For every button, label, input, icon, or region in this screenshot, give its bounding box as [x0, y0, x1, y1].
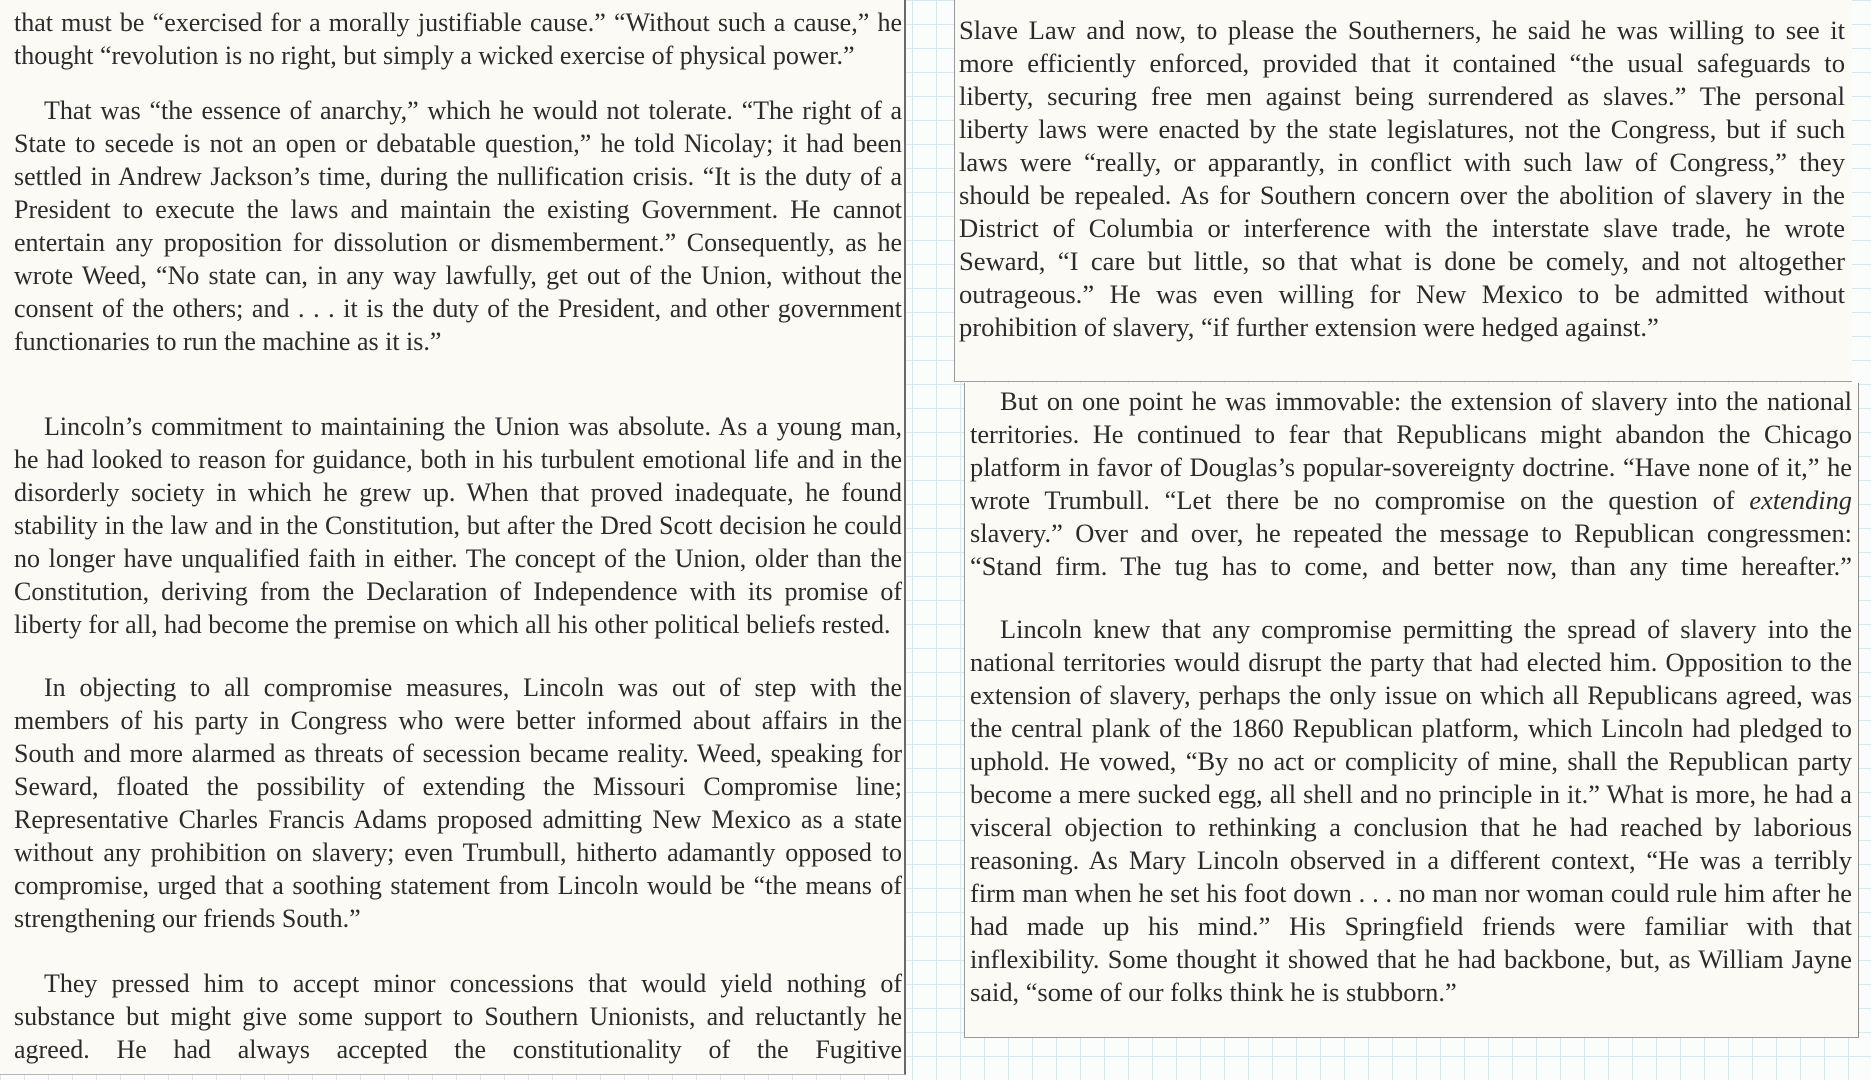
clipping-right-top [954, 0, 1852, 382]
clipping-left-column [0, 0, 906, 1075]
paragraph-6: Slave Law and now, to please the Southerners, he said he was willing to see it more efficiently enforced, provided that it contained “the usual safeguards to liberty, securing free men against being surrendered as slaves.” The personal liberty laws were enacted by the state legislatures, not the Congress, but if such laws were “really, or apparantly, in conflict with such law of Congress,” they should be repealed. As for Southern concern over the abolition of slavery in the District of Columbia or interference with the interstate slave trade, he wrote Seward, “I care but little, so that what is done be comely, and not altogether outrageous.” He was even willing for New Mexico to be admitted without prohibition of slavery, “if further extension were hedged against.” [959, 15, 1845, 342]
clipping-right-bottom [964, 383, 1859, 1038]
paragraph-5: They pressed him to accept minor concessions that would yield nothing of substance but might give some support to Southern Unionists, and reluctantly he agreed. He had always accepted the constitutionality of the Fugitive [14, 969, 902, 1064]
paragraph-1: that must be “exercised for a morally justifiable cause.” “Without such a cause,” he thought “revolution is no right, but simply a wicked exercise of physical power.” [14, 8, 902, 70]
paragraph-8: Lincoln knew that any compromise permitting the spread of slavery into the national territories would disrupt the party that had elected him. Opposition to the extension of slavery, perhaps the only issue on which all Republicans agreed, was the central plank of the 1860 Republican platform, which Lincoln had pledged to uphold. He vowed, “By no act or complicity of mine, shall the Republican party become a mere sucked egg, all shell and no principle in it.” What is more, he had a visceral objection to rethinking a conclusion that he had reached by laborious reasoning. As Mary Lincoln observed in a different context, “He was a terribly firm man when he set his foot down . . . no man nor woman could rule him after he had made up his mind.” His Springfield friends were familiar with that inflexibility. Some thought it showed that he had backbone, but, as William Jayne said, “some of our folks think he is stubborn.” [970, 614, 1852, 1007]
paragraph-3: Lincoln’s commitment to maintaining the Union was absolute. As a young man, he had looked to reason for guidance, both in his turbulent emotional life and in the disorderly society in which he grew up. When that proved inadequate, he found stability in the law and in the Constitution, but after the Dred Scott decision he could no longer have unqualified faith in either. The concept of the Union, older than the Constitution, deriving from the Declaration of Independence with its promise of liberty for all, had become the premise on which all his other political beliefs rested. [14, 412, 902, 639]
paragraph-2: That was “the essence of anarchy,” which he would not tolerate. “The right of a State to secede is not an open or debatable question,” he told Nicolay; it had been settled in Andrew Jackson’s time, during the nullification crisis. “It is the duty of a President to execute the laws and maintain the existing Government. He cannot entertain any proposition for dissolution or dismemberment.” Consequently, as he wrote Weed, “No state can, in any way lawfully, get out of the Union, without the consent of the others; and . . . it is the duty of the President, and other government functionaries to run the machine as it is.” [14, 96, 902, 356]
paragraph-4: In objecting to all compromise measures, Lincoln was out of step with the members of his party in Congress who were better informed about affairs in the South and more alarmed as threats of secession became reality. Weed, speaking for Seward, floated the possibility of extending the Missouri Compromise line; Representative Charles Francis Adams proposed admitting New Mexico as a state without any prohibition on slavery; even Trumbull, hitherto adamantly opposed to compromise, urged that a soothing statement from Lincoln would be “the means of strengthening our friends South.” [14, 673, 902, 933]
paragraph-7 [970, 385, 1852, 583]
paragraph-7-text-start: But on one point he was immovable: the extension of slavery into the national territories. He continued to fear that Republicans might abandon the Chicago platform in favor of Douglas’s popular-sovereignty doctrine. “Have none of it,” he wrote Trumbull. “Let there be no compromise on the question of [970, 386, 1852, 515]
italic-word-extending: extending [1749, 485, 1852, 515]
paragraph-7-text-end: slavery.” Over and over, he repeated the message to Republican congressmen: “Stand firm. The tug has to come, and better now, than any time hereafter.” [970, 518, 1852, 581]
